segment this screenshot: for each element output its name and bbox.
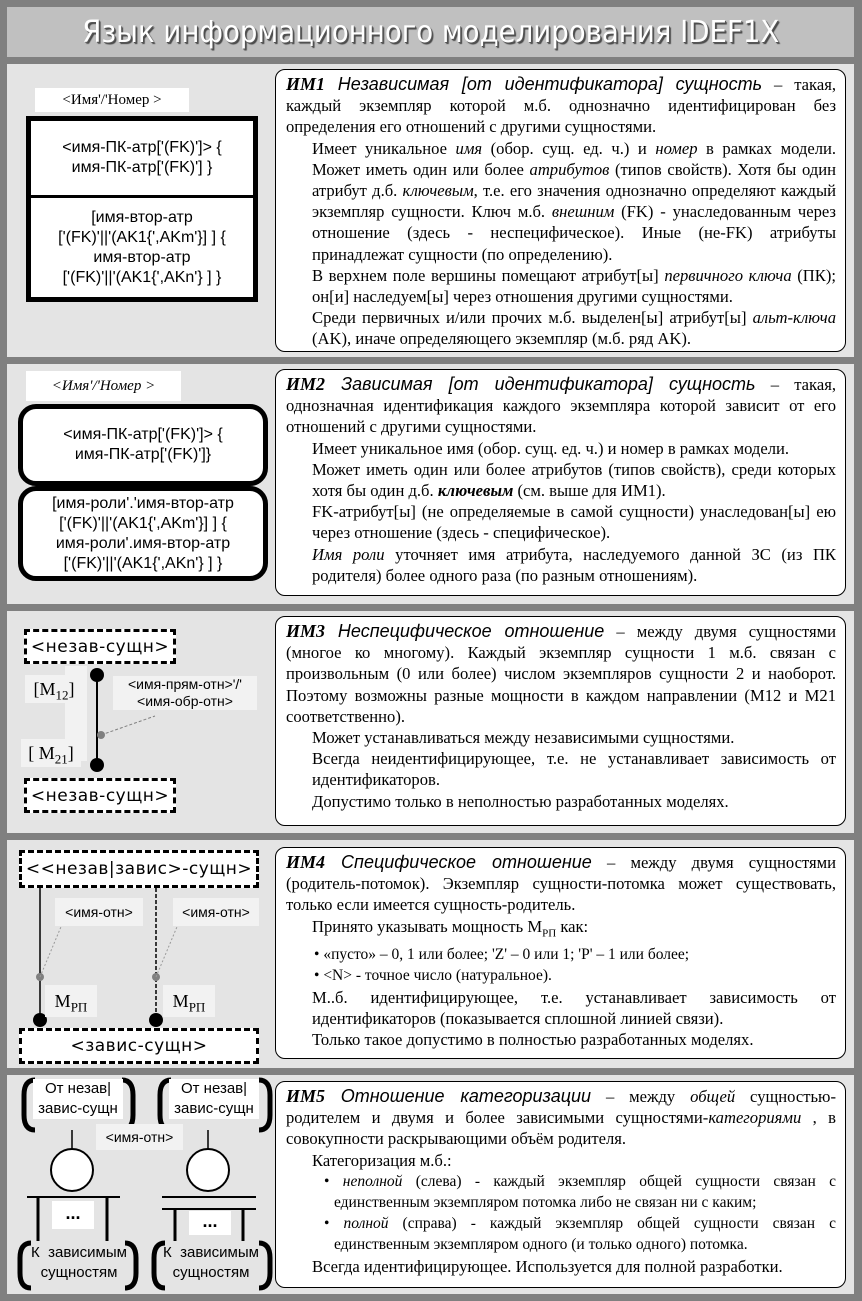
im2-paragraph: Имя роли уточняет имя атрибута, наследуемого данной ЗС (из ПК родителя) более одного раза (по разным отношениям). <box>312 544 836 585</box>
category-discriminator-incomplete <box>51 1149 93 1191</box>
relationship-name-label: <имя-отн> <box>96 1124 183 1150</box>
im2-paragraph: Может иметь один или более атрибутов (типов свойств), среди которых хотя бы один д.б. ключевым (см. выше для ИМ1). <box>312 459 836 501</box>
category-discriminator-complete <box>187 1149 229 1191</box>
attr-line: [имя-роли'.'имя-втор-атр <box>52 494 234 512</box>
im3-paragraph: Допустимо только в неполностью разработанных моделях. <box>312 791 729 811</box>
cardinality-left: $M_{РП}$ <box>45 985 97 1017</box>
im4-bullet: • «пусто» – 0, 1 или более; 'Z' – 0 или 1; 'P' – 1 или более; <box>314 946 690 964</box>
im1-heading: ИМ1 Независимая [от идентификатора] сущность <box>286 74 763 94</box>
im4-paragraph: М..б. идентифицирующее, т.е. устанавливает зависимость от идентификаторов (показывается сплошной линией связи). <box>312 987 836 1028</box>
im2-paragraph: FK-атрибут[ы] (не определяемые в самой сущности) унаследован[ы] ею через отношение (здесь - специфическое). <box>312 502 836 543</box>
dependent-entity-attr-box <box>18 486 268 581</box>
section-im1 <box>7 64 854 357</box>
im5-heading: ИМ5 Отношение категоризации <box>286 1086 592 1106</box>
entity-name-label: <Имя'/'Номер > <box>35 88 189 112</box>
pk-line: <имя-ПК-атр['(FK)']> { <box>62 139 222 156</box>
entity-top: <незав-сущн> <box>24 629 176 664</box>
im2-heading: ИМ2 Зависимая [от идентификатора] сущность <box>286 374 756 394</box>
attr-line: имя-втор-атр <box>93 248 191 266</box>
im4-bullet: • <N> - точное число (натуральное). <box>314 967 552 985</box>
im5-paragraph: Всегда идентифицирующее. Используется для полной разработки. <box>312 1256 783 1276</box>
section-im2 <box>7 364 854 604</box>
im4-heading: ИМ4 Специфическое отношение <box>286 852 592 872</box>
im4-paragraph: Только такое допустимо в полностью разработанных моделях. <box>312 1029 754 1049</box>
leader-line-right <box>156 922 179 977</box>
cardinality-right: $M_{РП}$ <box>163 985 215 1017</box>
im2-paragraph: Имеет уникальное имя (обор. сущ. ед. ч.) и номер в рамках модели. <box>312 438 790 458</box>
im5-description: ИМ5 Отношение категоризации – между общей сущностью-родителем и двумя и более зависимыми сущностями-категориями , в совокупности раскрывающими объём родителя. Категоризация м.б.: • неполной (слева) - каждый экземпляр общей сущности связан с единственным экземпляром потомка либо не связан ни с каким; • полной (справа) - каждый экземпляр общей сущности связан с единственным экземпляром одного (и только одного) потомка. Всегда идентифицирующее. Используется для полной разработки. <box>275 1081 846 1288</box>
children-label-left: К зависимым сущностям <box>31 1244 127 1281</box>
dependent-entity-pk-box <box>18 404 268 486</box>
pk-line: <имя-ПК-атр['(FK)']> { <box>63 426 223 443</box>
end-dot-bottom <box>90 758 104 772</box>
label-leader-line <box>101 716 155 735</box>
page-title: Язык информационного моделирования IDEF1X <box>81 14 780 50</box>
im5-paragraph: Категоризация м.б.: <box>312 1150 452 1170</box>
child-dot-right <box>149 1013 163 1027</box>
attr-line: ['(FK)'||'(AK1{',AKm'}] ] { <box>58 228 226 246</box>
children-placeholder-right: ... <box>189 1211 231 1235</box>
relationship-name-left: <имя-отн> <box>55 898 143 926</box>
leader-line-left <box>40 922 63 977</box>
attr-line: имя-роли'.имя-втор-атр <box>55 534 231 552</box>
section-im5 <box>7 1075 854 1294</box>
im4-paragraph: Принято указывать мощность $M_{РП}$ как: <box>312 916 589 939</box>
entity-name-label: <Имя'/'Номер > <box>26 371 181 401</box>
im3-description: ИМ3 Неспецифическое отношение – между двумя сущностями (многое ко многому). Каждый экземпляр сущности 1 м.б. связан с произвольным (0 или более) числом экземпляров сущности 2 и наоборот. Поэтому возможны разные мощности в каждом направлении (M12 и M21 соответственно). Может устанавливаться между независимыми сущностями. Всегда неидентифицирующее, т.е. не устанавливает зависимость от идентификаторов. Допустимо только в неполностью разработанных моделях. <box>275 616 846 826</box>
relationship-name-right: <имя-отн> <box>173 898 259 926</box>
parent-label-right: От незав| завис-сущн <box>169 1079 259 1119</box>
pk-line: имя-ПК-атр['(FK)']} <box>74 446 212 463</box>
children-placeholder-left: ... <box>52 1201 94 1229</box>
im4-description: ИМ4 Специфическое отношение – между двумя сущностями (родитель-потомок). Экземпляр сущности-потомка может существовать, только если имеется сущность-родитель. Принято указывать мощность $M_{РП}$ как: • «пусто» – 0, 1 или более; 'Z' – 0 или 1; 'P' – 1 или более; • <N> - точное число (натуральное). М..б. идентифицирующее, т.е. устанавливает зависимость от идентификаторов (показывается сплошной линией связи). Только такое допустимо в полностью разработанных моделях. <box>275 847 846 1059</box>
child-entity: <завис-сущн> <box>19 1028 259 1064</box>
attr-line: ['(FK)'||'(AK1{',AKn'} ] } <box>63 554 223 572</box>
children-label-right: К зависимым сущностям <box>163 1244 259 1281</box>
relationship-name-label: <имя-прям-отн>'/' <имя-обр-отн> <box>113 676 257 710</box>
parent-label-left: От незав| завис-сущн <box>33 1079 123 1119</box>
independent-entity-attr-box <box>26 195 258 302</box>
attr-line: ['(FK)'||'(AK1{',AKm'}] ] { <box>59 514 227 532</box>
title-bar <box>7 7 854 57</box>
im3-paragraph: Может устанавливаться между независимыми сущностями. <box>312 728 735 748</box>
section-im4 <box>7 840 854 1068</box>
section-im3 <box>7 611 854 833</box>
bracket-right <box>122 1080 133 1130</box>
im1-paragraph: В верхнем поле вершины помещают атрибут[ы] первичного ключа (ПК); он[и] наследуем[ы] через отношения другими сущностями. <box>312 265 836 307</box>
parent-entity: <<незав|завис>-сущн> <box>19 850 259 888</box>
im5-bullet: • полной (справа) - каждый экземпляр общей сущности связан с единственным экземпляром одного (и только одного) потомка. <box>324 1215 837 1254</box>
im3-paragraph: Всегда неидентифицирующее, т.е. не устанавливает зависимость от идентификаторов. <box>312 749 836 790</box>
im5-bullet: • неполной (слева) - каждый экземпляр общей сущности связан с единственным экземпляром потомка либо не связан ни с каким; <box>324 1172 836 1212</box>
im3-heading: ИМ3 Неспецифическое отношение <box>286 621 605 641</box>
bracket-right <box>259 1080 270 1130</box>
independent-entity-pk-box <box>26 116 258 198</box>
im1-paragraph: Имеет уникальное имя (обор. сущ. ед. ч.) и номер в рамках модели. Может иметь один или более атрибутов (типов свойств). Хотя бы один атрибут д.б. ключевым, т.е. его значения однозначно определяют каждый экземпляр сущности. Ключ м.б. внешним (FK) - унаследованным через отношение (здесь - неспецифическое). Иные (не-FK) атрибуты принадлежат сущности (по определению). <box>312 138 837 264</box>
attr-line: [имя-втор-атр <box>91 208 193 226</box>
entity-bottom: <незав-сущн> <box>24 778 176 813</box>
cardinality-m21: [ $M_{21}$] <box>21 739 81 767</box>
im2-description: ИМ2 Зависимая [от идентификатора] сущность – такая, однозначная идентификация каждого экземпляра которой зависит от его отношений с другими сущностями. Имеет уникальное имя (обор. сущ. ед. ч.) и номер в рамках модели. Может иметь один или более атрибутов (типов свойств), среди которых хотя бы один д.б. ключевым (см. выше для ИМ1). FK-атрибут[ы] (не определяемые в самой сущности) унаследован[ы] ею через отношение (здесь - специфическое). Имя роли уточняет имя атрибута, наследуемого данной ЗС (из ПК родителя) более одного раза (по разным отношениям). <box>275 369 846 596</box>
cardinality-m12: $[M_{12}]$ <box>25 675 83 703</box>
pk-line: имя-ПК-атр['(FK)'] } <box>71 159 213 176</box>
end-dot-top <box>90 668 104 682</box>
im1-description: ИМ1 Независимая [от идентификатора] сущность – такая, каждый экземпляр которой м.б. однозначно идентифицирован без определения его отношений с другими сущностями. Имеет уникальное имя (обор. сущ. ед. ч.) и номер в рамках модели. Может иметь один или более атрибутов (типов свойств). Хотя бы один атрибут д.б. ключевым, т.е. его значения однозначно определяют каждый экземпляр сущности. Ключ м.б. внешним (FK) - унаследованным через отношение (здесь - неспецифическое). Иные (не-FK) атрибуты принадлежат сущности (по определению). В верхнем поле вершины помещают атрибут[ы] первичного ключа (ПК); он[и] наследуем[ы] через отношения другими сущностями. Среди первичных и/или прочих м.б. выделен[ы] атрибут[ы] альт-ключа (AK), иначе определяющего экземпляр (м.б. ряд AK). <box>275 69 846 352</box>
im1-paragraph: Среди первичных и/или прочих м.б. выделен[ы] атрибут[ы] альт-ключа (AK), иначе определяющего экземпляр (м.б. ряд AK). <box>312 308 836 349</box>
attr-line: ['(FK)'||'(AK1{',AKn'} ] } <box>62 268 222 286</box>
